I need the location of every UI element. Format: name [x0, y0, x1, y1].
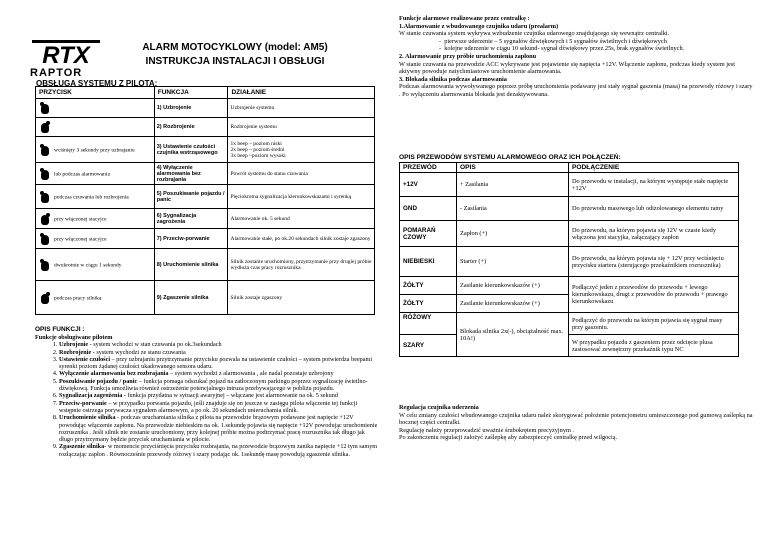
header-funkcja: FUNKCJA — [154, 87, 228, 99]
regulacja-text3: Po zakończeniu regulacji założyć zaślepkę aby zabezpieczyć centralkę przed wilgocią. — [399, 434, 618, 442]
conn-cell: Podłączyć jeden z przewodów do przewodu + lewego kierunkowskazu, drugi z przewodów do przewodu + prawego kierunkowskazu — [569, 277, 739, 313]
table-row — [400, 277, 739, 295]
opis-funkcji-heading: OPIS FUNKCJI : — [35, 326, 85, 333]
desc-cell: Blokada silnika 2x(-), obciążalność max. 10A!) — [457, 313, 569, 357]
function-list — [35, 341, 380, 458]
conn-cell: Do przewodu masowego lub odizolowanego elementu ramy — [569, 197, 739, 221]
table-row — [36, 99, 375, 118]
title-line2: INSTRUKCJA INSTALACJI I OBSŁUGI — [145, 56, 325, 67]
wire-cell: NIEBIESKI — [400, 247, 457, 277]
wire-cell: SZARY — [400, 335, 457, 357]
table-row — [36, 281, 375, 315]
wire-cell: ŻÓŁTY — [400, 295, 457, 313]
bullet-1: - pierwsze uderzenie – 5 sygnałów dźwiękowych i 5 sygnałów świetlnych i dźwiękowych — [439, 37, 667, 45]
remote-button-icon — [40, 213, 50, 225]
opis-intro: Funkcje obsługiwane pilotem — [35, 334, 113, 341]
action-cell: Rozbrojenie systemu — [228, 118, 375, 137]
centralka-functions — [399, 15, 754, 99]
button-cell: podczas czuwania lub rozbrojenia — [36, 185, 155, 209]
button-cell — [36, 118, 155, 137]
function-cell: 4) Wyłączenie alarmowania bez rozbrajania — [154, 163, 228, 185]
opis-funkcji — [35, 334, 380, 458]
p3-text: Podczas alarmowania wywoływanego poprzez próbę uruchomienia podawany jest stały sygnał gaszenia (masa) na przewody różowy i szary . Po wyłączeniu alarmowania blokada jest dezaktywowana. — [399, 83, 753, 98]
button-cell: wciśnięty 3 sekundy przy uzbrajaniu — [36, 137, 155, 163]
conn-cell: W przypadku pojazdu z gaszeniem przez odcięcie plusa zastosować zewnętrzny przekaźnik typu NC — [569, 335, 739, 357]
wiring-heading: OPIS PRZEWODÓW SYSTEMU ALARMOWEGO ORAZ ICH POŁĄCZEŃ: — [399, 154, 621, 161]
title-line1: ALARM MOTOCYKLOWY (model: AM5) — [142, 42, 328, 53]
desc-cell: Zapłon (+) — [457, 221, 569, 247]
table-row — [400, 313, 739, 335]
list-item: 1. Uzbrojenie - system wchodzi w stan czuwania po ok.3sekundach — [59, 341, 380, 348]
button-cell: przy włączonej stacyjce — [36, 209, 155, 229]
table-row — [400, 197, 739, 221]
function-cell: 8) Uruchomienie silnika — [154, 249, 228, 281]
regulacja-section — [399, 404, 754, 442]
header-przycisk: PRZYCISK — [36, 87, 155, 99]
table-row — [36, 118, 375, 137]
desc-cell: + Zasilania — [457, 173, 569, 197]
function-cell: 1) Uzbrojenie — [154, 99, 228, 118]
wire-cell: +12V — [400, 173, 457, 197]
p1-title: 1.Alarmowanie z wbudowanego czujnika udaru (prealarm) — [399, 22, 559, 30]
wiring-table — [399, 162, 739, 357]
table-row — [36, 229, 375, 249]
table-row — [400, 173, 739, 197]
table-row — [36, 249, 375, 281]
action-cell: Alarmowanie ok. 5 sekund — [228, 209, 375, 229]
remote-button-icon — [40, 191, 50, 203]
header-przewod: PRZEWÓD — [400, 163, 457, 173]
table-row — [36, 137, 375, 163]
list-item: 3. Ustawienie czułości – przy uzbrajaniu przytrzymanie przycisku pozwala na ustawienie czułości – system potwierdza beepami syrenki poziom żądanej czułości ukadowanego sensora udaru. — [59, 356, 380, 371]
button-cell — [36, 99, 155, 118]
button-cell: lub podczas alarmowania — [36, 163, 155, 185]
table-row — [36, 185, 375, 209]
remote-button-icon — [40, 102, 50, 114]
desc-cell: Starter (+) — [457, 247, 569, 277]
remote-button-icon — [40, 259, 50, 271]
list-item: 4. Wyłączenie alarmowania bez rozbrajania – system wychodzi z alarmowania , ale nadal pozostaje uzbrojony — [59, 370, 380, 377]
regulacja-text2: Regulację należy przeprowadzić uważnie śrubokrętem precyzyjnym . — [399, 426, 575, 434]
p2-title: 2. Alarmowanie przy próbie uruchomienia zapłonu — [399, 52, 537, 60]
remote-button-icon — [40, 144, 50, 156]
header-dzialanie: DZIAŁANIE — [228, 87, 375, 99]
regulacja-text1: W celu zmiany czułości wbudowanego czujnika udaru należ skorygować położenie potencjometru umieszczonego pod gumową zaślepką na bocznej części centralki. — [399, 411, 753, 427]
action-cell: Powrót systemu do stanu czuwania — [228, 163, 375, 185]
button-cell: podczas pracy silnika — [36, 281, 155, 315]
header-opis: OPIS — [457, 163, 569, 173]
table-row — [36, 209, 375, 229]
conn-cell: Podłączyć do przewodu na którym pojawia się sygnał masy przy gaszeniu. — [569, 313, 739, 335]
table-row — [400, 247, 739, 277]
wire-cell: POMARAŃ CZOWY — [400, 221, 457, 247]
function-cell: 9) Zgaszenie silnika — [154, 281, 228, 315]
action-cell: Uzbrojenie systemu — [228, 99, 375, 118]
table-row — [400, 335, 739, 357]
list-item: 5. Poszukiwanie pojazdu / panic – funkcja pomaga odszukać pojazd na zatłoczonym parkingu poprzez sygnalizację świetlno- dźwiękową. Funkcja umożliwia również ostrzeżenie potencjalnego intruza przebywającego w pobliżu pojazdu. — [59, 378, 380, 393]
bullet-2: - kolejne uderzenie w ciągu 10 sekund- sygnał dźwiękowy przez 25s, brak sygnałów świetlnych. — [439, 45, 685, 53]
action-cell: Silnik zostanie uruchomiony, przytrzymanie przy drugiej próbie wydłuża czas pracy rozrusznika — [228, 249, 375, 281]
wire-cell: RÓŻOWY — [400, 313, 457, 335]
p3-title: 3. Blokada silnika podczas alarmowania — [399, 75, 507, 83]
table-row — [400, 221, 739, 247]
button-cell: przy włączonej stacyjce — [36, 229, 155, 249]
wire-cell: ŻÓŁTY — [400, 277, 457, 295]
p2-text: W stanie czuwania na przewodzie ACC wykrywane jest pojawienie się napięcia +12V. Włączenie zapłonu, podczas kiedy system jest aktywny powoduje natychmiastowe uruchomienie alarmowania. — [399, 60, 735, 76]
action-cell: Pięciokrotna sygnalizacja kierunkowskazami i syrenką — [228, 185, 375, 209]
list-item: 2. Rozbrojenie - system wychodzi ze stanu czuwania — [59, 349, 380, 356]
function-cell: 7) Przeciw-porwanie — [154, 229, 228, 249]
function-cell: 5) Poszukiwanie pojazdu / panic — [154, 185, 228, 209]
rtx-logo — [30, 38, 102, 66]
action-cell: 1x beep – poziom niski 2x beep – poziom średni 3x beep –poziom wysoki — [228, 137, 375, 163]
desc-cell: Zasilanie kierunkowskazów (+) — [457, 277, 569, 295]
function-cell: 6) Sygnalizacja zagrożenia — [154, 209, 228, 229]
raptor-logo-text: RAPTOR — [30, 67, 83, 79]
button-cell: dwukrotnie w ciągu 1 sekundy — [36, 249, 155, 281]
regulacja-title: Regulacja czujnika uderzenia — [399, 404, 479, 411]
conn-cell: Do przewodu, na którym pojawia się 12V w czasie kiedy włączona jest stacyjka, załączający zapłon — [569, 221, 739, 247]
list-item: 9. Zgaszenie silnika- w momencie przyciśnięcia przycisku rozbrajania, na przewodzie brązowym zanika napięcie +12 tym samym rozłączając zapłon . Równocześnie przewody różowy i szary podając ok. 1sekundę masę powodują zgaszenie silnika. — [59, 443, 380, 458]
table-row — [36, 163, 375, 185]
remote-button-icon — [40, 292, 50, 304]
list-item: 6. Sygnalizacja zagrożenia - funkcja przydatna w sytuacji awaryjnej – włączane jest alarmowanie na ok. 5 sekund — [59, 392, 380, 399]
desc-cell: Zasilanie kierunkowskazów (+) — [457, 295, 569, 313]
remote-button-icon — [40, 121, 50, 133]
conn-cell: Do przewodu w instalacji, na którym występuje stałe napięcie +12V — [569, 173, 739, 197]
centralka-intro: Funkcje alarmowe realizowane przez centralkę : — [399, 15, 530, 22]
action-cell: Alarmowanie stałe, po ok.20 sekundach silnik zostaje zgaszony — [228, 229, 375, 249]
remote-button-icon — [40, 168, 50, 180]
remote-section-label: OBSŁUGA SYSTEMU Z PILOTA: — [36, 79, 158, 88]
list-item: 8. Uruchomienie silnika - podczas uruchamiania silnika z pilota na przewodzie brązowym podawane jest napięcie +12V powodując włączenie zapłonu. Na przewodzie niebieskim na ok. 1.sekundę pojawia się napięcie +12V powodując uruchomienie rozrusznika . Jeśli silnik nie zostanie uruchomiony, przy kolejnej próbie można podtrzymać pracę rozrusznika tak długo jak długo przytrzymany będzie przycisk uruchamiania w pilocie. — [59, 414, 380, 443]
function-cell: 2) Rozbrojenie — [154, 118, 228, 137]
function-cell: 3) Ustawienie czułości czujnika wstrząsowego — [154, 137, 228, 163]
conn-cell: Do przewodu, na którym pojawia się + 12V przy wciśnięciu przycisku startera (sterującego przekaźnikiem rozrusznika) — [569, 247, 739, 277]
desc-cell: - Zasilania — [457, 197, 569, 221]
wire-cell: GND — [400, 197, 457, 221]
svg-text:RTX: RTX — [42, 42, 90, 66]
header-podlaczenie: PODŁĄCZENIE — [569, 163, 739, 173]
list-item: 7. Przeciw-porwanie – w przypadku porwania pojazdu, jeśli znajduje się on jeszcze w zasięgu pilota włączenie tej funkcji wstępnie ostrzega porywacza sygnałem alarmowym, a po ok. 20 sekundach unieruchamia silnik. — [59, 400, 380, 415]
p1-text: W stanie czuwania system wykrywa wzbudzenie czujnika udarowego znajdującego się wewnątrz centralki. — [399, 30, 670, 38]
action-cell: Silnik zostaje zgaszony — [228, 281, 375, 315]
remote-button-icon — [40, 233, 50, 245]
remote-functions-table — [35, 86, 375, 315]
